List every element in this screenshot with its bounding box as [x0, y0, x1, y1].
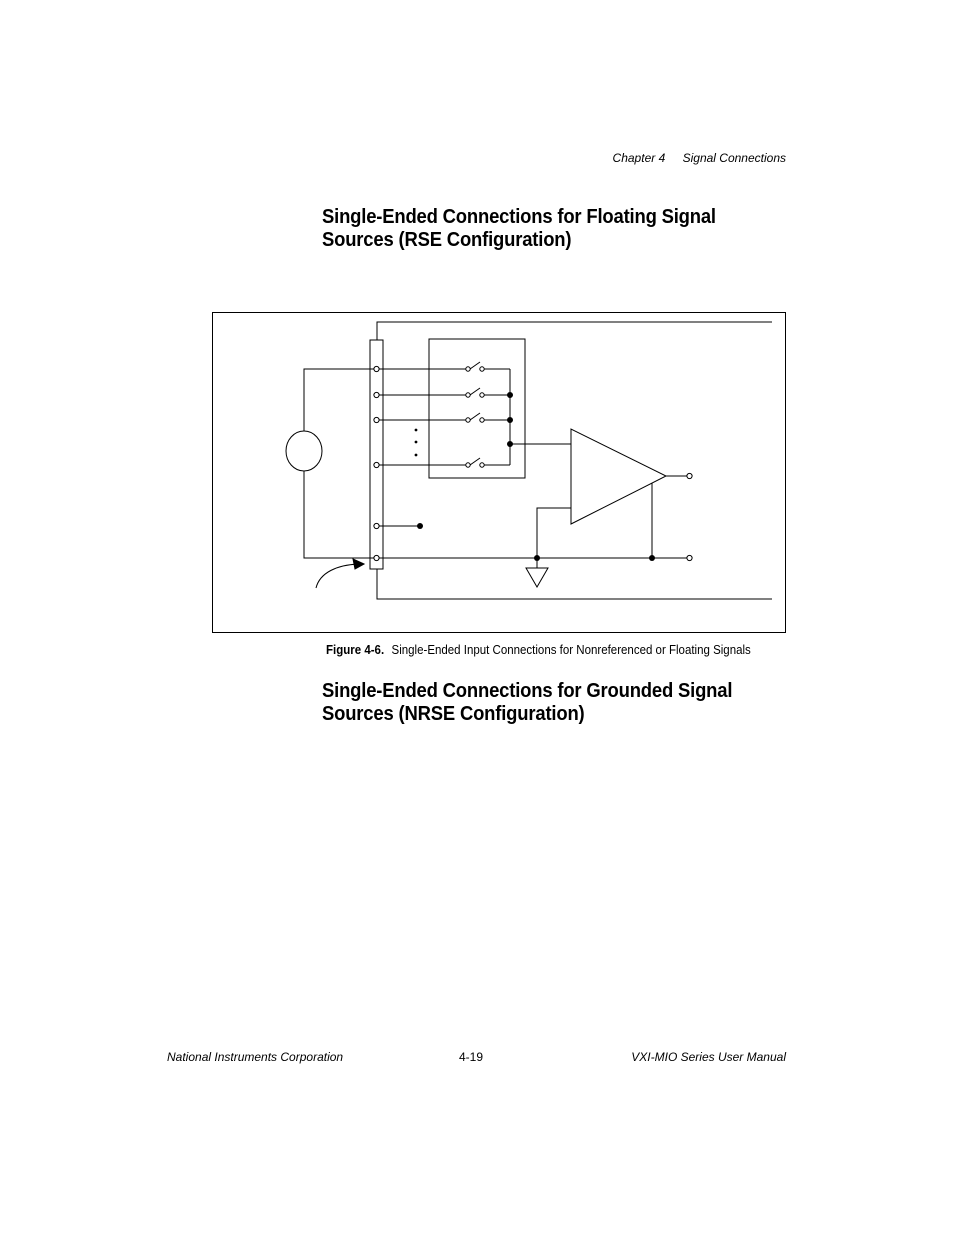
ground-out-terminal: [687, 555, 692, 560]
figure-4-6-diagram: [212, 312, 786, 633]
ground-symbol-icon: [526, 568, 548, 587]
figure-border: [213, 313, 786, 633]
terminal-ch0: [374, 366, 379, 371]
vout-terminal: [687, 473, 692, 478]
footer-company: National Instruments Corporation: [167, 1050, 344, 1064]
floating-signal-source: [286, 431, 322, 471]
terminal-chn: [374, 462, 379, 467]
figure-label: Figure 4-6.: [326, 643, 385, 657]
switch-ch2: [470, 413, 480, 420]
source-positive-wire: [304, 369, 374, 431]
header-section: Signal Connections: [682, 151, 786, 165]
mux-output-wires: [484, 369, 510, 465]
terminal-ch2: [374, 417, 379, 422]
switch-ch0: [470, 362, 480, 369]
amp-minus-input-wire: [537, 508, 571, 558]
circuit-diagram: [212, 312, 786, 633]
running-header: [613, 151, 786, 165]
io-connector-strip: [370, 340, 383, 569]
section-heading-rse: Single-Ended Connections for Floating Signal Sources (RSE Configuration): [322, 205, 716, 251]
mux-switches: [470, 362, 480, 465]
terminal-aisense: [374, 523, 379, 528]
figure-caption-text: Single-Ended Input Connections for Nonreferenced or Floating Signals: [391, 643, 751, 657]
wiring-arrow: [316, 564, 358, 588]
section-heading-nrse: Single-Ended Connections for Grounded Signal Sources (NRSE Configuration): [322, 679, 733, 725]
mux-input-wires: [379, 369, 466, 465]
switch-ch1: [470, 388, 480, 395]
arrowhead-icon: [353, 559, 364, 569]
footer-page-number: 4-19: [459, 1050, 484, 1064]
ground-junction-2: [649, 555, 655, 561]
aisense-junction: [417, 523, 423, 529]
source-negative-wire: [304, 471, 374, 558]
channel-ellipsis-dots: [415, 429, 418, 457]
mux-box: [429, 339, 525, 478]
footer-manual-title: VXI-MIO Series User Manual: [631, 1050, 786, 1064]
shield-outline: [377, 322, 772, 599]
figure-caption: [326, 643, 751, 657]
switch-chn: [470, 458, 480, 465]
terminal-ch1: [374, 392, 379, 397]
header-chapter: Chapter 4: [612, 151, 666, 165]
terminal-aignd: [374, 555, 379, 560]
